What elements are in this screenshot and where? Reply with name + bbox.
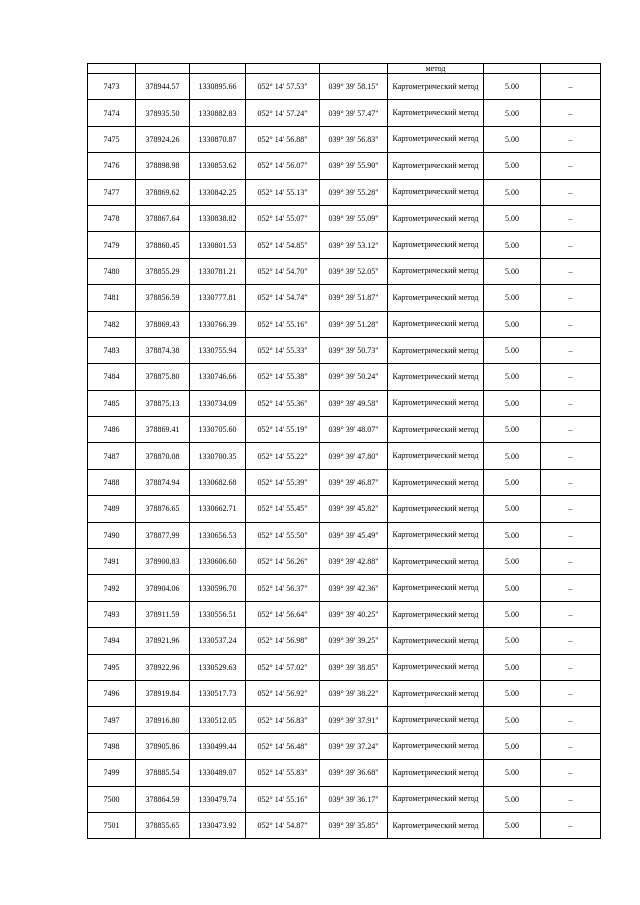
method-cell: Картометрический метод	[388, 74, 484, 100]
method-cell: Картометрический метод	[388, 126, 484, 152]
method-cell: Картометрический метод	[388, 285, 484, 311]
x-coordinate-cell: 378869.62	[136, 179, 190, 205]
accuracy-cell: 5.00	[484, 126, 541, 152]
y-coordinate-cell: 1330870.87	[190, 126, 246, 152]
x-coordinate-cell: 378875.80	[136, 364, 190, 390]
method-cell: Картометрический метод	[388, 232, 484, 258]
y-coordinate-cell: 1330705.60	[190, 417, 246, 443]
point-number-cell: 7492	[88, 575, 136, 601]
note-cell: –	[541, 575, 601, 601]
table-row	[88, 707, 601, 733]
accuracy-cell: 5.00	[484, 575, 541, 601]
table-row	[88, 126, 601, 152]
point-number-cell: 7487	[88, 443, 136, 469]
longitude-cell: 039° 39' 55.90"	[320, 153, 388, 179]
latitude-cell: 052° 14' 55.39"	[246, 469, 320, 495]
x-coordinate-cell: 378911.59	[136, 601, 190, 627]
x-coordinate-cell: 378905.86	[136, 733, 190, 759]
table-row	[88, 74, 601, 100]
latitude-cell: 052° 14' 55.50"	[246, 522, 320, 548]
longitude-cell: 039° 39' 38.22"	[320, 680, 388, 706]
table-row	[88, 601, 601, 627]
method-cell: Картометрический метод	[388, 390, 484, 416]
latitude-cell: 052° 14' 55.22"	[246, 443, 320, 469]
x-coordinate-cell: 378855.29	[136, 258, 190, 284]
x-coordinate-cell: 378856.59	[136, 285, 190, 311]
accuracy-cell: 5.00	[484, 469, 541, 495]
method-cell: Картометрический метод	[388, 786, 484, 812]
table-row	[88, 100, 601, 126]
table-row	[88, 680, 601, 706]
latitude-cell: 052° 14' 57.24"	[246, 100, 320, 126]
table-row	[88, 522, 601, 548]
accuracy-cell: 5.00	[484, 601, 541, 627]
point-number-cell: 7485	[88, 390, 136, 416]
note-cell: –	[541, 74, 601, 100]
table-row	[88, 364, 601, 390]
longitude-cell: 039° 39' 55.28"	[320, 179, 388, 205]
x-coordinate-cell: 378860.45	[136, 232, 190, 258]
note-cell: –	[541, 417, 601, 443]
latitude-cell: 052° 14' 54.74"	[246, 285, 320, 311]
accuracy-cell: 5.00	[484, 390, 541, 416]
note-cell: –	[541, 153, 601, 179]
y-coordinate-cell: 1330882.83	[190, 100, 246, 126]
point-number-cell: 7476	[88, 153, 136, 179]
x-coordinate-cell: 378904.06	[136, 575, 190, 601]
latitude-cell: 052° 14' 57.02"	[246, 654, 320, 680]
note-cell: –	[541, 205, 601, 231]
accuracy-cell: 5.00	[484, 786, 541, 812]
table-row	[88, 786, 601, 812]
coordinates-table	[87, 63, 601, 839]
accuracy-cell: 5.00	[484, 285, 541, 311]
y-coordinate-cell: 1330838.82	[190, 205, 246, 231]
method-cell: Картометрический метод	[388, 443, 484, 469]
point-number-cell: 7480	[88, 258, 136, 284]
table-row	[88, 232, 601, 258]
longitude-cell: 039° 39' 49.58"	[320, 390, 388, 416]
accuracy-cell: 5.00	[484, 760, 541, 786]
x-coordinate-cell: 378870.08	[136, 443, 190, 469]
accuracy-cell: 5.00	[484, 100, 541, 126]
note-cell: –	[541, 628, 601, 654]
longitude-cell: 039° 39' 57.47"	[320, 100, 388, 126]
point-number-cell: 7475	[88, 126, 136, 152]
y-coordinate-cell: 1330517.73	[190, 680, 246, 706]
point-number-cell: 7500	[88, 786, 136, 812]
point-number-cell: 7490	[88, 522, 136, 548]
method-cell: Картометрический метод	[388, 733, 484, 759]
longitude-cell: 039° 39' 58.15"	[320, 74, 388, 100]
accuracy-cell: 5.00	[484, 205, 541, 231]
x-coordinate-cell: 378869.43	[136, 311, 190, 337]
point-number-cell: 7473	[88, 74, 136, 100]
method-cell: Картометрический метод	[388, 680, 484, 706]
accuracy-cell: 5.00	[484, 707, 541, 733]
latitude-cell: 052° 14' 56.26"	[246, 549, 320, 575]
table-row	[88, 812, 601, 838]
x-coordinate-cell: 378935.50	[136, 100, 190, 126]
accuracy-cell: 5.00	[484, 337, 541, 363]
latitude-cell: 052° 14' 56.98"	[246, 628, 320, 654]
point-number-cell: 7484	[88, 364, 136, 390]
table-row	[88, 311, 601, 337]
latitude-cell: 052° 14' 54.87"	[246, 812, 320, 838]
point-number-cell: 7497	[88, 707, 136, 733]
table-row	[88, 205, 601, 231]
note-cell: –	[541, 760, 601, 786]
point-number-cell: 7482	[88, 311, 136, 337]
y-coordinate-cell: 1330853.62	[190, 153, 246, 179]
point-number-cell: 7496	[88, 680, 136, 706]
point-number-cell: 7501	[88, 812, 136, 838]
continued-row-fragment	[88, 64, 601, 74]
method-cell: Картометрический метод	[388, 760, 484, 786]
table-row	[88, 496, 601, 522]
longitude-cell: 039° 39' 36.17"	[320, 786, 388, 812]
point-number-cell: 7474	[88, 100, 136, 126]
latitude-cell: 052° 14' 54.70"	[246, 258, 320, 284]
note-cell: –	[541, 733, 601, 759]
y-coordinate-cell: 1330556.51	[190, 601, 246, 627]
method-cell: Картометрический метод	[388, 628, 484, 654]
table-row	[88, 285, 601, 311]
y-coordinate-cell: 1330499.44	[190, 733, 246, 759]
table-row	[88, 258, 601, 284]
x-coordinate-cell: 378924.26	[136, 126, 190, 152]
method-cell: Картометрический метод	[388, 258, 484, 284]
note-cell: –	[541, 311, 601, 337]
method-cell: Картометрический метод	[388, 153, 484, 179]
accuracy-cell: 5.00	[484, 522, 541, 548]
method-cell: Картометрический метод	[388, 205, 484, 231]
note-cell: –	[541, 232, 601, 258]
table-row	[88, 654, 601, 680]
method-cell: Картометрический метод	[388, 179, 484, 205]
longitude-cell: 039° 39' 45.49"	[320, 522, 388, 548]
x-coordinate-cell: 378875.13	[136, 390, 190, 416]
y-coordinate-cell: 1330682.68	[190, 469, 246, 495]
method-cell: Картометрический метод	[388, 337, 484, 363]
x-coordinate-cell: 378916.80	[136, 707, 190, 733]
longitude-cell: 039° 39' 37.91"	[320, 707, 388, 733]
method-cell: Картометрический метод	[388, 417, 484, 443]
point-number-cell: 7483	[88, 337, 136, 363]
point-number-cell: 7493	[88, 601, 136, 627]
accuracy-cell: 5.00	[484, 496, 541, 522]
x-coordinate-cell: 378885.54	[136, 760, 190, 786]
note-cell: –	[541, 601, 601, 627]
note-cell: –	[541, 337, 601, 363]
y-coordinate-cell: 1330479.74	[190, 786, 246, 812]
note-cell: –	[541, 496, 601, 522]
accuracy-cell: 5.00	[484, 443, 541, 469]
table-row	[88, 469, 601, 495]
accuracy-cell: 5.00	[484, 311, 541, 337]
accuracy-cell: 5.00	[484, 74, 541, 100]
table-row	[88, 549, 601, 575]
longitude-cell: 039° 39' 51.28"	[320, 311, 388, 337]
point-number-cell: 7477	[88, 179, 136, 205]
x-coordinate-cell: 378900.83	[136, 549, 190, 575]
table-row	[88, 733, 601, 759]
point-number-cell: 7481	[88, 285, 136, 311]
y-coordinate-cell: 1330842.25	[190, 179, 246, 205]
longitude-cell: 039° 39' 35.85"	[320, 812, 388, 838]
method-cell: Картометрический метод	[388, 469, 484, 495]
point-number-cell: 7478	[88, 205, 136, 231]
y-coordinate-cell: 1330895.66	[190, 74, 246, 100]
longitude-cell: 039° 39' 45.82"	[320, 496, 388, 522]
x-coordinate-cell: 378869.41	[136, 417, 190, 443]
latitude-cell: 052° 14' 55.45"	[246, 496, 320, 522]
x-coordinate-cell: 378864.59	[136, 786, 190, 812]
accuracy-cell: 5.00	[484, 680, 541, 706]
method-cell: Картометрический метод	[388, 654, 484, 680]
method-cell: Картометрический метод	[388, 311, 484, 337]
longitude-cell: 039° 39' 42.36"	[320, 575, 388, 601]
y-coordinate-cell: 1330700.35	[190, 443, 246, 469]
accuracy-cell: 5.00	[484, 232, 541, 258]
note-cell: –	[541, 786, 601, 812]
longitude-cell: 039° 39' 50.73"	[320, 337, 388, 363]
longitude-cell: 039° 39' 55.09"	[320, 205, 388, 231]
x-coordinate-cell: 378921.96	[136, 628, 190, 654]
latitude-cell: 052° 14' 56.92"	[246, 680, 320, 706]
longitude-cell: 039° 39' 42.88"	[320, 549, 388, 575]
y-coordinate-cell: 1330473.92	[190, 812, 246, 838]
table-row	[88, 390, 601, 416]
accuracy-cell: 5.00	[484, 628, 541, 654]
method-cell: Картометрический метод	[388, 496, 484, 522]
x-coordinate-cell: 378944.57	[136, 74, 190, 100]
note-cell: –	[541, 364, 601, 390]
table-row	[88, 760, 601, 786]
method-cell: метод	[388, 64, 484, 74]
method-cell: Картометрический метод	[388, 601, 484, 627]
point-number-cell: 7491	[88, 549, 136, 575]
accuracy-cell: 5.00	[484, 417, 541, 443]
latitude-cell: 052° 14' 55.83"	[246, 760, 320, 786]
x-coordinate-cell: 378876.65	[136, 496, 190, 522]
note-cell: –	[541, 680, 601, 706]
latitude-cell: 052° 14' 56.07"	[246, 153, 320, 179]
longitude-cell: 039° 39' 50.24"	[320, 364, 388, 390]
table-row	[88, 628, 601, 654]
table-row	[88, 443, 601, 469]
longitude-cell: 039° 39' 37.24"	[320, 733, 388, 759]
longitude-cell: 039° 39' 47.80"	[320, 443, 388, 469]
latitude-cell: 052° 14' 55.07"	[246, 205, 320, 231]
note-cell: –	[541, 522, 601, 548]
longitude-cell: 039° 39' 53.12"	[320, 232, 388, 258]
x-coordinate-cell: 378867.64	[136, 205, 190, 231]
y-coordinate-cell: 1330489.07	[190, 760, 246, 786]
x-coordinate-cell: 378922.96	[136, 654, 190, 680]
latitude-cell: 052° 14' 57.53"	[246, 74, 320, 100]
y-coordinate-cell: 1330529.63	[190, 654, 246, 680]
y-coordinate-cell: 1330537.24	[190, 628, 246, 654]
longitude-cell: 039° 39' 52.05"	[320, 258, 388, 284]
y-coordinate-cell: 1330656.53	[190, 522, 246, 548]
latitude-cell: 052° 14' 56.83"	[246, 707, 320, 733]
latitude-cell: 052° 14' 56.37"	[246, 575, 320, 601]
latitude-cell: 052° 14' 55.36"	[246, 390, 320, 416]
y-coordinate-cell: 1330801.53	[190, 232, 246, 258]
longitude-cell: 039° 39' 40.25"	[320, 601, 388, 627]
y-coordinate-cell: 1330512.05	[190, 707, 246, 733]
longitude-cell: 039° 39' 39.25"	[320, 628, 388, 654]
x-coordinate-cell: 378898.98	[136, 153, 190, 179]
latitude-cell: 052° 14' 55.33"	[246, 337, 320, 363]
y-coordinate-cell: 1330746.66	[190, 364, 246, 390]
note-cell: –	[541, 654, 601, 680]
note-cell: –	[541, 100, 601, 126]
method-cell: Картометрический метод	[388, 575, 484, 601]
point-number-cell: 7489	[88, 496, 136, 522]
longitude-cell: 039° 39' 51.87"	[320, 285, 388, 311]
method-cell: Картометрический метод	[388, 707, 484, 733]
note-cell: –	[541, 707, 601, 733]
y-coordinate-cell: 1330766.39	[190, 311, 246, 337]
method-cell: Картометрический метод	[388, 549, 484, 575]
latitude-cell: 052° 14' 55.16"	[246, 311, 320, 337]
y-coordinate-cell: 1330755.94	[190, 337, 246, 363]
latitude-cell: 052° 14' 56.64"	[246, 601, 320, 627]
point-number-cell: 7495	[88, 654, 136, 680]
longitude-cell: 039° 39' 36.68"	[320, 760, 388, 786]
longitude-cell: 039° 39' 56.83"	[320, 126, 388, 152]
accuracy-cell: 5.00	[484, 364, 541, 390]
latitude-cell: 052° 14' 56.48"	[246, 733, 320, 759]
method-cell: Картометрический метод	[388, 100, 484, 126]
point-number-cell: 7498	[88, 733, 136, 759]
x-coordinate-cell: 378919.84	[136, 680, 190, 706]
note-cell: –	[541, 390, 601, 416]
point-number-cell: 7488	[88, 469, 136, 495]
y-coordinate-cell: 1330734.09	[190, 390, 246, 416]
note-cell: –	[541, 549, 601, 575]
table-row	[88, 417, 601, 443]
longitude-cell: 039° 39' 46.87"	[320, 469, 388, 495]
longitude-cell: 039° 39' 38.85"	[320, 654, 388, 680]
latitude-cell: 052° 14' 54.85"	[246, 232, 320, 258]
accuracy-cell: 5.00	[484, 153, 541, 179]
note-cell: –	[541, 258, 601, 284]
note-cell: –	[541, 443, 601, 469]
y-coordinate-cell: 1330662.71	[190, 496, 246, 522]
accuracy-cell: 5.00	[484, 733, 541, 759]
point-number-cell: 7494	[88, 628, 136, 654]
method-cell: Картометрический метод	[388, 522, 484, 548]
note-cell: –	[541, 812, 601, 838]
method-cell: Картометрический метод	[388, 812, 484, 838]
table-row	[88, 575, 601, 601]
latitude-cell: 052° 14' 55.38"	[246, 364, 320, 390]
point-number-cell: 7479	[88, 232, 136, 258]
note-cell: –	[541, 285, 601, 311]
latitude-cell: 052° 14' 55.13"	[246, 179, 320, 205]
table-row	[88, 179, 601, 205]
note-cell: –	[541, 469, 601, 495]
y-coordinate-cell: 1330777.81	[190, 285, 246, 311]
point-number-cell: 7499	[88, 760, 136, 786]
note-cell: –	[541, 126, 601, 152]
x-coordinate-cell: 378874.94	[136, 469, 190, 495]
x-coordinate-cell: 378874.38	[136, 337, 190, 363]
accuracy-cell: 5.00	[484, 179, 541, 205]
latitude-cell: 052° 14' 56.88"	[246, 126, 320, 152]
accuracy-cell: 5.00	[484, 549, 541, 575]
x-coordinate-cell: 378855.65	[136, 812, 190, 838]
longitude-cell: 039° 39' 48.07"	[320, 417, 388, 443]
table-row	[88, 153, 601, 179]
note-cell: –	[541, 179, 601, 205]
accuracy-cell: 5.00	[484, 654, 541, 680]
x-coordinate-cell: 378877.99	[136, 522, 190, 548]
accuracy-cell: 5.00	[484, 258, 541, 284]
latitude-cell: 052° 14' 55.19"	[246, 417, 320, 443]
latitude-cell: 052° 14' 55.16"	[246, 786, 320, 812]
y-coordinate-cell: 1330781.21	[190, 258, 246, 284]
method-cell: Картометрический метод	[388, 364, 484, 390]
accuracy-cell: 5.00	[484, 812, 541, 838]
point-number-cell: 7486	[88, 417, 136, 443]
y-coordinate-cell: 1330596.70	[190, 575, 246, 601]
table-row	[88, 337, 601, 363]
y-coordinate-cell: 1330606.60	[190, 549, 246, 575]
